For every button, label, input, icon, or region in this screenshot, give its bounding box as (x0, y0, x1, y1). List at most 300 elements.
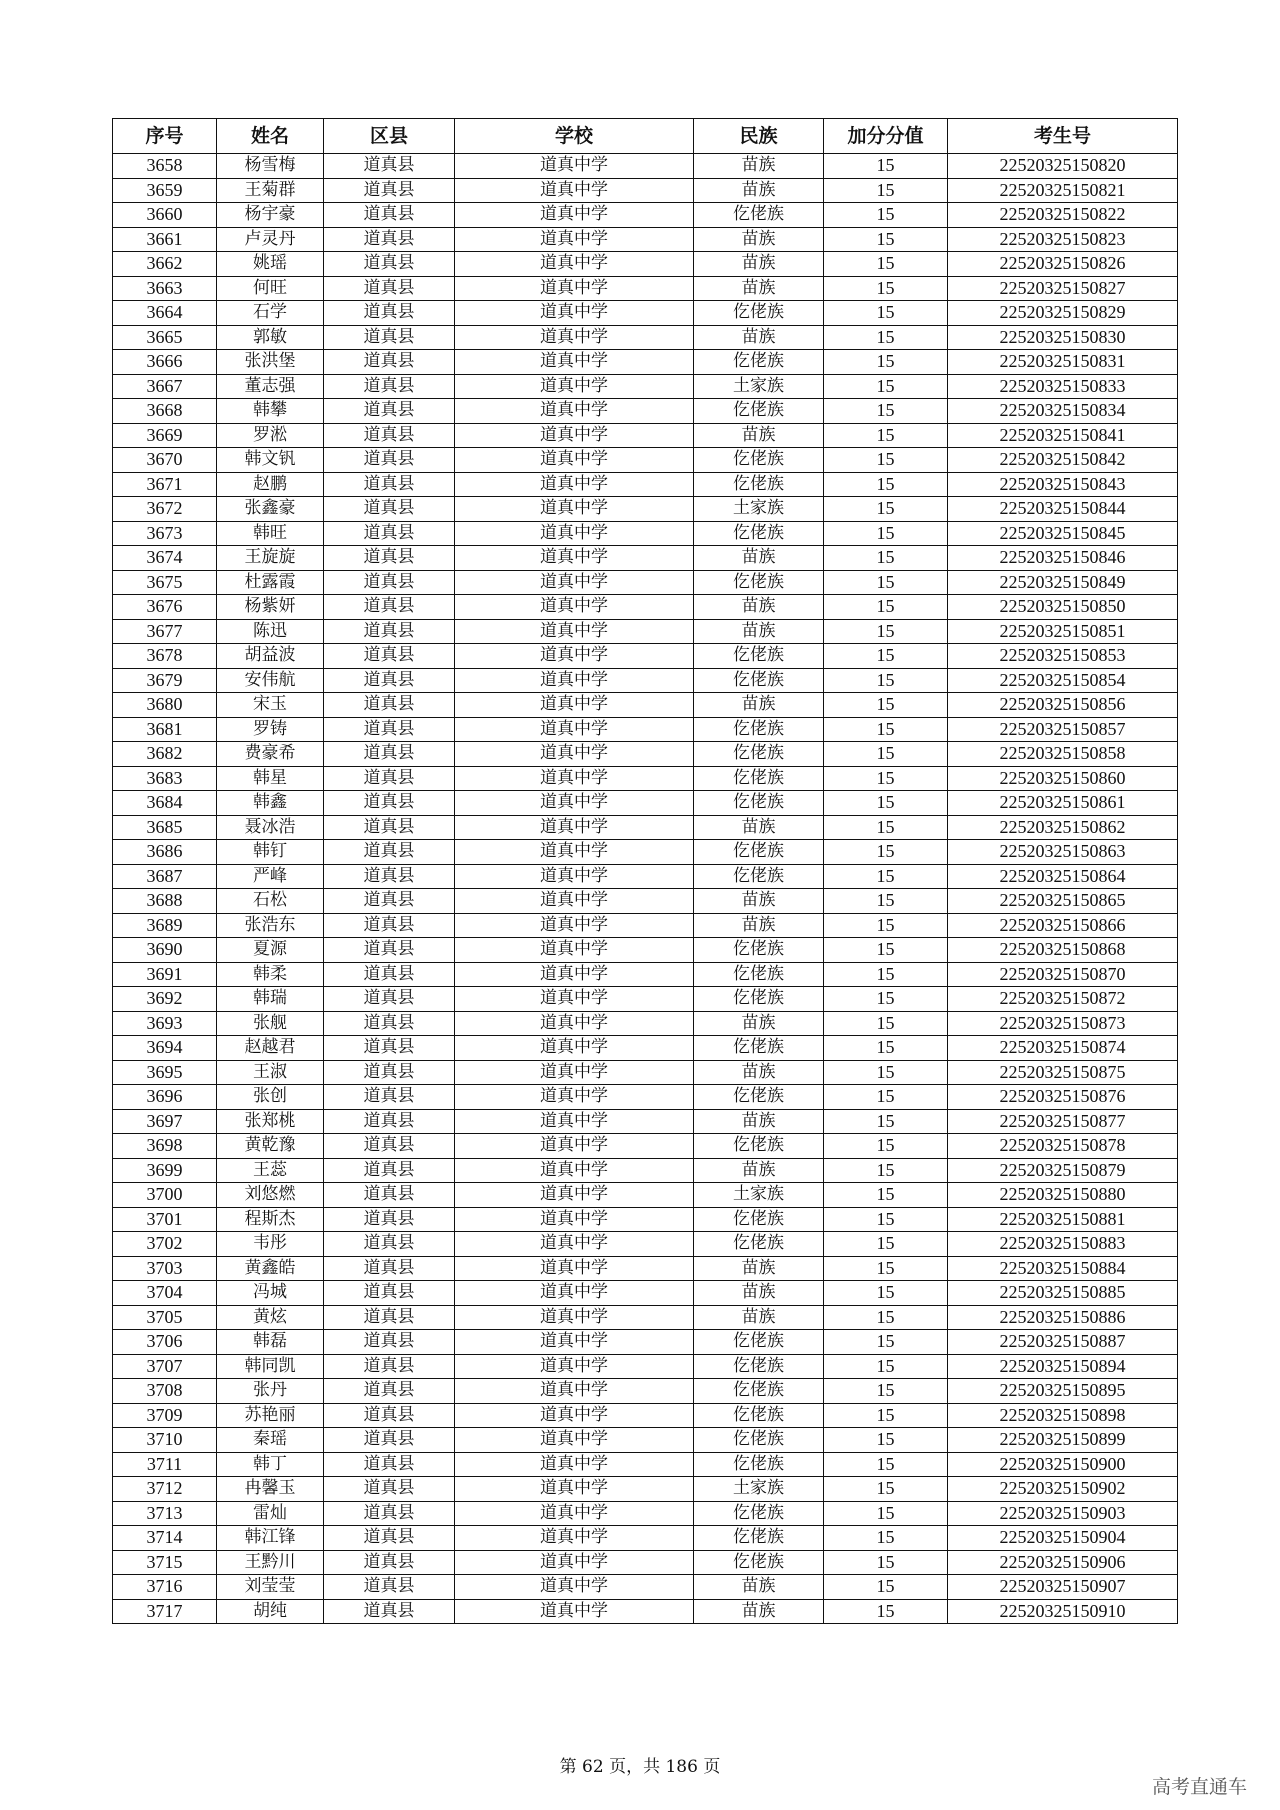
cell-county: 道真县 (324, 1256, 455, 1281)
table-row (113, 1232, 1178, 1257)
header-exam-id: 考生号 (948, 119, 1178, 154)
cell-ethnicity: 仡佬族 (694, 521, 824, 546)
cell-seq: 3696 (113, 1085, 217, 1110)
cell-seq: 3707 (113, 1354, 217, 1379)
cell-ethnicity: 仡佬族 (694, 1232, 824, 1257)
cell-exam-id: 22520325150863 (948, 840, 1178, 865)
cell-school: 道真中学 (455, 766, 694, 791)
table-row (113, 913, 1178, 938)
cell-name: 韩柔 (217, 962, 324, 987)
cell-school: 道真中学 (455, 1477, 694, 1502)
cell-name: 张创 (217, 1085, 324, 1110)
cell-name: 何旺 (217, 276, 324, 301)
cell-school: 道真中学 (455, 668, 694, 693)
cell-seq: 3712 (113, 1477, 217, 1502)
cell-exam-id: 22520325150876 (948, 1085, 1178, 1110)
cell-seq: 3717 (113, 1599, 217, 1624)
cell-county: 道真县 (324, 913, 455, 938)
cell-name: 董志强 (217, 374, 324, 399)
cell-exam-id: 22520325150851 (948, 619, 1178, 644)
table-row (113, 472, 1178, 497)
cell-name: 张鑫豪 (217, 497, 324, 522)
cell-bonus: 15 (824, 1134, 948, 1159)
cell-ethnicity: 苗族 (694, 546, 824, 571)
table-row (113, 570, 1178, 595)
cell-county: 道真县 (324, 497, 455, 522)
cell-school: 道真中学 (455, 595, 694, 620)
table-row (113, 644, 1178, 669)
cell-ethnicity: 仡佬族 (694, 1036, 824, 1061)
cell-name: 石学 (217, 301, 324, 326)
cell-seq: 3688 (113, 889, 217, 914)
cell-exam-id: 22520325150860 (948, 766, 1178, 791)
cell-school: 道真中学 (455, 1281, 694, 1306)
cell-ethnicity: 仡佬族 (694, 399, 824, 424)
cell-county: 道真县 (324, 840, 455, 865)
cell-seq: 3676 (113, 595, 217, 620)
cell-school: 道真中学 (455, 1428, 694, 1453)
table-row (113, 178, 1178, 203)
cell-county: 道真县 (324, 987, 455, 1012)
cell-exam-id: 22520325150854 (948, 668, 1178, 693)
cell-county: 道真县 (324, 1207, 455, 1232)
cell-name: 胡纯 (217, 1599, 324, 1624)
cell-bonus: 15 (824, 913, 948, 938)
cell-county: 道真县 (324, 595, 455, 620)
cell-bonus: 15 (824, 1256, 948, 1281)
cell-ethnicity: 苗族 (694, 889, 824, 914)
cell-exam-id: 22520325150872 (948, 987, 1178, 1012)
cell-county: 道真县 (324, 938, 455, 963)
table-row (113, 938, 1178, 963)
cell-county: 道真县 (324, 766, 455, 791)
cell-school: 道真中学 (455, 399, 694, 424)
cell-seq: 3684 (113, 791, 217, 816)
table-row (113, 325, 1178, 350)
cell-school: 道真中学 (455, 570, 694, 595)
cell-ethnicity: 仡佬族 (694, 448, 824, 473)
cell-seq: 3668 (113, 399, 217, 424)
cell-bonus: 15 (824, 644, 948, 669)
cell-ethnicity: 仡佬族 (694, 766, 824, 791)
cell-seq: 3709 (113, 1403, 217, 1428)
cell-exam-id: 22520325150830 (948, 325, 1178, 350)
cell-school: 道真中学 (455, 154, 694, 179)
cell-exam-id: 22520325150903 (948, 1501, 1178, 1526)
cell-ethnicity: 苗族 (694, 1305, 824, 1330)
table-row (113, 203, 1178, 228)
cell-seq: 3694 (113, 1036, 217, 1061)
header-bonus: 加分分值 (824, 119, 948, 154)
cell-school: 道真中学 (455, 546, 694, 571)
cell-school: 道真中学 (455, 203, 694, 228)
cell-ethnicity: 土家族 (694, 497, 824, 522)
cell-county: 道真县 (324, 472, 455, 497)
cell-exam-id: 22520325150861 (948, 791, 1178, 816)
cell-school: 道真中学 (455, 350, 694, 375)
cell-exam-id: 22520325150904 (948, 1526, 1178, 1551)
cell-ethnicity: 仡佬族 (694, 1452, 824, 1477)
cell-bonus: 15 (824, 276, 948, 301)
cell-ethnicity: 仡佬族 (694, 1085, 824, 1110)
cell-exam-id: 22520325150894 (948, 1354, 1178, 1379)
header-ethnicity: 民族 (694, 119, 824, 154)
cell-bonus: 15 (824, 1477, 948, 1502)
cell-school: 道真中学 (455, 1403, 694, 1428)
cell-ethnicity: 苗族 (694, 1060, 824, 1085)
cell-exam-id: 22520325150829 (948, 301, 1178, 326)
cell-bonus: 15 (824, 889, 948, 914)
cell-seq: 3680 (113, 693, 217, 718)
cell-seq: 3711 (113, 1452, 217, 1477)
cell-bonus: 15 (824, 1281, 948, 1306)
cell-bonus: 15 (824, 815, 948, 840)
cell-bonus: 15 (824, 1183, 948, 1208)
cell-exam-id: 22520325150844 (948, 497, 1178, 522)
cell-county: 道真县 (324, 276, 455, 301)
cell-county: 道真县 (324, 521, 455, 546)
cell-exam-id: 22520325150886 (948, 1305, 1178, 1330)
cell-county: 道真县 (324, 374, 455, 399)
cell-county: 道真县 (324, 423, 455, 448)
cell-exam-id: 22520325150887 (948, 1330, 1178, 1355)
cell-seq: 3677 (113, 619, 217, 644)
table-row (113, 546, 1178, 571)
cell-seq: 3700 (113, 1183, 217, 1208)
cell-name: 黄鑫皓 (217, 1256, 324, 1281)
cell-name: 石松 (217, 889, 324, 914)
cell-county: 道真县 (324, 1281, 455, 1306)
cell-exam-id: 22520325150910 (948, 1599, 1178, 1624)
cell-ethnicity: 苗族 (694, 1575, 824, 1600)
cell-ethnicity: 苗族 (694, 693, 824, 718)
cell-county: 道真县 (324, 1109, 455, 1134)
cell-school: 道真中学 (455, 521, 694, 546)
cell-name: 王淑 (217, 1060, 324, 1085)
cell-county: 道真县 (324, 399, 455, 424)
cell-name: 罗淞 (217, 423, 324, 448)
table-row (113, 1305, 1178, 1330)
cell-bonus: 15 (824, 1036, 948, 1061)
cell-seq: 3703 (113, 1256, 217, 1281)
table-row (113, 987, 1178, 1012)
cell-exam-id: 22520325150857 (948, 717, 1178, 742)
cell-seq: 3667 (113, 374, 217, 399)
cell-school: 道真中学 (455, 227, 694, 252)
cell-exam-id: 22520325150864 (948, 864, 1178, 889)
cell-name: 张丹 (217, 1379, 324, 1404)
cell-name: 严峰 (217, 864, 324, 889)
cell-ethnicity: 仡佬族 (694, 203, 824, 228)
watermark: 高考直通车 (1152, 1776, 1248, 1798)
table-row (113, 1207, 1178, 1232)
cell-school: 道真中学 (455, 619, 694, 644)
cell-seq: 3691 (113, 962, 217, 987)
cell-school: 道真中学 (455, 1550, 694, 1575)
cell-ethnicity: 仡佬族 (694, 791, 824, 816)
cell-exam-id: 22520325150877 (948, 1109, 1178, 1134)
cell-bonus: 15 (824, 521, 948, 546)
cell-exam-id: 22520325150885 (948, 1281, 1178, 1306)
cell-ethnicity: 苗族 (694, 1256, 824, 1281)
cell-bonus: 15 (824, 301, 948, 326)
cell-school: 道真中学 (455, 1379, 694, 1404)
table-row (113, 374, 1178, 399)
cell-county: 道真县 (324, 717, 455, 742)
cell-name: 韩鑫 (217, 791, 324, 816)
cell-bonus: 15 (824, 203, 948, 228)
cell-school: 道真中学 (455, 1232, 694, 1257)
table-row (113, 1501, 1178, 1526)
cell-exam-id: 22520325150865 (948, 889, 1178, 914)
cell-exam-id: 22520325150831 (948, 350, 1178, 375)
cell-name: 赵鹏 (217, 472, 324, 497)
cell-school: 道真中学 (455, 1060, 694, 1085)
cell-ethnicity: 仡佬族 (694, 668, 824, 693)
table-row (113, 766, 1178, 791)
cell-exam-id: 22520325150856 (948, 693, 1178, 718)
cell-county: 道真县 (324, 350, 455, 375)
cell-seq: 3687 (113, 864, 217, 889)
cell-ethnicity: 苗族 (694, 276, 824, 301)
cell-ethnicity: 苗族 (694, 595, 824, 620)
cell-name: 韩同凯 (217, 1354, 324, 1379)
cell-seq: 3675 (113, 570, 217, 595)
cell-exam-id: 22520325150849 (948, 570, 1178, 595)
cell-school: 道真中学 (455, 962, 694, 987)
cell-name: 安伟航 (217, 668, 324, 693)
cell-seq: 3658 (113, 154, 217, 179)
table-row (113, 864, 1178, 889)
cell-ethnicity: 苗族 (694, 1281, 824, 1306)
table-row (113, 399, 1178, 424)
cell-ethnicity: 仡佬族 (694, 938, 824, 963)
cell-name: 冉馨玉 (217, 1477, 324, 1502)
cell-name: 韩星 (217, 766, 324, 791)
cell-ethnicity: 苗族 (694, 1011, 824, 1036)
table-row (113, 668, 1178, 693)
cell-ethnicity: 仡佬族 (694, 1526, 824, 1551)
table-row (113, 1281, 1178, 1306)
cell-school: 道真中学 (455, 1109, 694, 1134)
cell-seq: 3716 (113, 1575, 217, 1600)
cell-school: 道真中学 (455, 1011, 694, 1036)
cell-bonus: 15 (824, 1011, 948, 1036)
cell-exam-id: 22520325150902 (948, 1477, 1178, 1502)
cell-seq: 3679 (113, 668, 217, 693)
cell-county: 道真县 (324, 1183, 455, 1208)
cell-school: 道真中学 (455, 1354, 694, 1379)
table-row (113, 693, 1178, 718)
cell-name: 韩钉 (217, 840, 324, 865)
table-row (113, 350, 1178, 375)
cell-ethnicity: 仡佬族 (694, 472, 824, 497)
cell-county: 道真县 (324, 1526, 455, 1551)
cell-name: 杜露霞 (217, 570, 324, 595)
cell-name: 张郑桃 (217, 1109, 324, 1134)
cell-exam-id: 22520325150880 (948, 1183, 1178, 1208)
cell-name: 张舰 (217, 1011, 324, 1036)
cell-seq: 3683 (113, 766, 217, 791)
cell-seq: 3695 (113, 1060, 217, 1085)
cell-bonus: 15 (824, 717, 948, 742)
cell-county: 道真县 (324, 570, 455, 595)
cell-exam-id: 22520325150820 (948, 154, 1178, 179)
table-row (113, 1403, 1178, 1428)
cell-bonus: 15 (824, 1207, 948, 1232)
cell-bonus: 15 (824, 546, 948, 571)
cell-bonus: 15 (824, 1158, 948, 1183)
table-row (113, 448, 1178, 473)
cell-name: 郭敏 (217, 325, 324, 350)
cell-bonus: 15 (824, 497, 948, 522)
cell-bonus: 15 (824, 1599, 948, 1624)
cell-exam-id: 22520325150826 (948, 252, 1178, 277)
cell-ethnicity: 仡佬族 (694, 864, 824, 889)
cell-name: 宋玉 (217, 693, 324, 718)
table-row (113, 154, 1178, 179)
cell-ethnicity: 苗族 (694, 154, 824, 179)
cell-seq: 3659 (113, 178, 217, 203)
cell-seq: 3690 (113, 938, 217, 963)
cell-bonus: 15 (824, 399, 948, 424)
cell-exam-id: 22520325150895 (948, 1379, 1178, 1404)
cell-seq: 3673 (113, 521, 217, 546)
cell-name: 韦彤 (217, 1232, 324, 1257)
cell-seq: 3686 (113, 840, 217, 865)
cell-name: 韩瑞 (217, 987, 324, 1012)
cell-school: 道真中学 (455, 423, 694, 448)
cell-seq: 3671 (113, 472, 217, 497)
table-row (113, 423, 1178, 448)
cell-bonus: 15 (824, 1354, 948, 1379)
cell-county: 道真县 (324, 1452, 455, 1477)
cell-exam-id: 22520325150858 (948, 742, 1178, 767)
cell-school: 道真中学 (455, 1158, 694, 1183)
table-row (113, 840, 1178, 865)
cell-school: 道真中学 (455, 1452, 694, 1477)
cell-school: 道真中学 (455, 1036, 694, 1061)
cell-ethnicity: 苗族 (694, 815, 824, 840)
cell-ethnicity: 苗族 (694, 227, 824, 252)
cell-county: 道真县 (324, 864, 455, 889)
cell-seq: 3674 (113, 546, 217, 571)
table-row (113, 227, 1178, 252)
cell-seq: 3701 (113, 1207, 217, 1232)
cell-ethnicity: 土家族 (694, 374, 824, 399)
cell-name: 黄乾豫 (217, 1134, 324, 1159)
cell-name: 赵越君 (217, 1036, 324, 1061)
table-row (113, 1599, 1178, 1624)
cell-name: 姚瑶 (217, 252, 324, 277)
cell-name: 韩江锋 (217, 1526, 324, 1551)
cell-name: 陈迅 (217, 619, 324, 644)
cell-school: 道真中学 (455, 913, 694, 938)
cell-bonus: 15 (824, 1085, 948, 1110)
cell-bonus: 15 (824, 1060, 948, 1085)
cell-school: 道真中学 (455, 374, 694, 399)
table-row (113, 962, 1178, 987)
cell-name: 韩攀 (217, 399, 324, 424)
cell-county: 道真县 (324, 1501, 455, 1526)
cell-school: 道真中学 (455, 987, 694, 1012)
table-row (113, 1183, 1178, 1208)
table-row (113, 1256, 1178, 1281)
cell-bonus: 15 (824, 987, 948, 1012)
cell-ethnicity: 仡佬族 (694, 301, 824, 326)
cell-exam-id: 22520325150873 (948, 1011, 1178, 1036)
table-row (113, 252, 1178, 277)
cell-name: 胡益波 (217, 644, 324, 669)
cell-name: 韩文钒 (217, 448, 324, 473)
cell-bonus: 15 (824, 938, 948, 963)
cell-exam-id: 22520325150866 (948, 913, 1178, 938)
cell-exam-id: 22520325150874 (948, 1036, 1178, 1061)
cell-ethnicity: 苗族 (694, 1158, 824, 1183)
cell-name: 雷灿 (217, 1501, 324, 1526)
cell-name: 杨紫妍 (217, 595, 324, 620)
cell-school: 道真中学 (455, 325, 694, 350)
cell-ethnicity: 仡佬族 (694, 1207, 824, 1232)
cell-county: 道真县 (324, 889, 455, 914)
cell-school: 道真中学 (455, 1183, 694, 1208)
cell-ethnicity: 仡佬族 (694, 1134, 824, 1159)
cell-county: 道真县 (324, 693, 455, 718)
cell-exam-id: 22520325150898 (948, 1403, 1178, 1428)
cell-seq: 3685 (113, 815, 217, 840)
cell-county: 道真县 (324, 1134, 455, 1159)
cell-county: 道真县 (324, 1550, 455, 1575)
cell-seq: 3693 (113, 1011, 217, 1036)
cell-exam-id: 22520325150883 (948, 1232, 1178, 1257)
header-name: 姓名 (217, 119, 324, 154)
cell-bonus: 15 (824, 227, 948, 252)
cell-school: 道真中学 (455, 938, 694, 963)
cell-county: 道真县 (324, 178, 455, 203)
cell-exam-id: 22520325150841 (948, 423, 1178, 448)
cell-school: 道真中学 (455, 1256, 694, 1281)
student-table (112, 118, 1178, 1624)
cell-seq: 3661 (113, 227, 217, 252)
cell-name: 杨雪梅 (217, 154, 324, 179)
cell-county: 道真县 (324, 227, 455, 252)
cell-bonus: 15 (824, 1109, 948, 1134)
cell-ethnicity: 苗族 (694, 1599, 824, 1624)
cell-school: 道真中学 (455, 1305, 694, 1330)
cell-ethnicity: 仡佬族 (694, 1330, 824, 1355)
cell-seq: 3669 (113, 423, 217, 448)
cell-bonus: 15 (824, 1428, 948, 1453)
table-row (113, 1134, 1178, 1159)
cell-school: 道真中学 (455, 1501, 694, 1526)
cell-name: 韩旺 (217, 521, 324, 546)
cell-ethnicity: 仡佬族 (694, 987, 824, 1012)
cell-exam-id: 22520325150843 (948, 472, 1178, 497)
cell-school: 道真中学 (455, 301, 694, 326)
cell-ethnicity: 土家族 (694, 1183, 824, 1208)
cell-bonus: 15 (824, 766, 948, 791)
cell-seq: 3698 (113, 1134, 217, 1159)
cell-exam-id: 22520325150870 (948, 962, 1178, 987)
cell-name: 冯城 (217, 1281, 324, 1306)
cell-seq: 3666 (113, 350, 217, 375)
cell-ethnicity: 仡佬族 (694, 717, 824, 742)
cell-bonus: 15 (824, 1305, 948, 1330)
header-school: 学校 (455, 119, 694, 154)
cell-seq: 3665 (113, 325, 217, 350)
table-row (113, 1550, 1178, 1575)
cell-ethnicity: 仡佬族 (694, 1403, 824, 1428)
